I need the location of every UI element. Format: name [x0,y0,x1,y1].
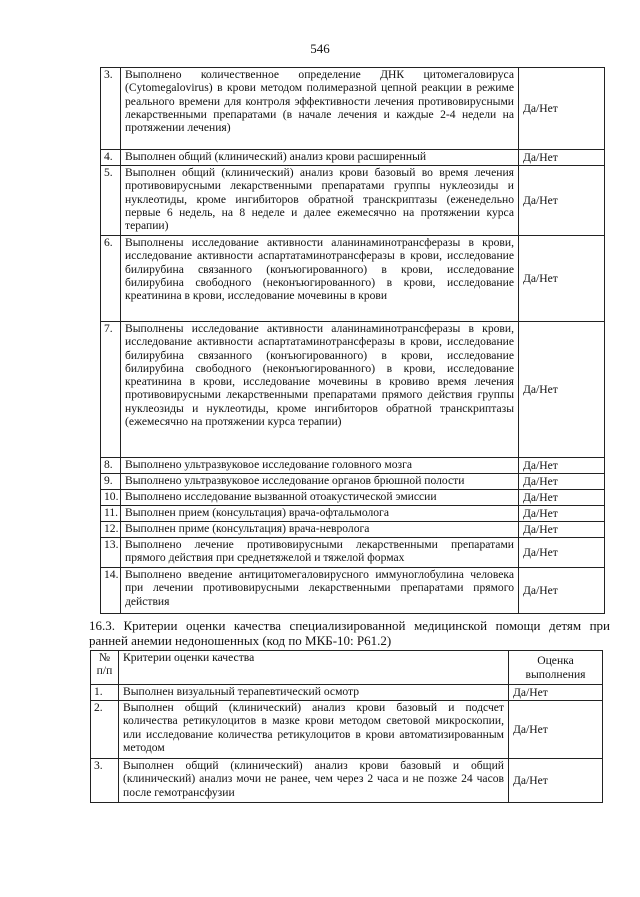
table-row [101,538,605,568]
row-number: 9. [101,474,121,490]
rating-cell: Да/Нет [519,538,605,568]
row-number: 7. [101,322,121,458]
table-header-row [91,651,603,685]
row-number: 11. [101,506,121,522]
criterion-text: Выполнен приме (консультация) врача-невролога [121,522,519,538]
criterion-text: Выполнен прием (консультация) врача-офтальмолога [121,506,519,522]
criteria-table [90,650,603,803]
criterion-text: Выполнено количественное определение ДНК цитомегаловируса (Cytomegalovirus) в крови методом полимеразной цепной реакции в режиме реального времени для контроля эффективности лечения противовирусными лекарственными препаратами (в начале лечения и каждые 2-4 недели на протяжении лечения) [121,68,519,150]
criterion-text: Выполнен общий (клинический) анализ крови базовый и общий (клинический) анализ мочи не ранее, чем через 2 часа и не позже 24 часов после гемотрансфузии [119,759,509,803]
rating-cell: Да/Нет [509,759,603,803]
column-header-rating: Оценка выполнения [509,651,603,685]
row-number: 3. [101,68,121,150]
row-number: 2. [91,701,119,759]
row-number: 1. [91,685,119,701]
table-row [101,150,605,166]
table-row [91,759,603,803]
rating-cell: Да/Нет [519,166,605,236]
criterion-text: Выполнено ультразвуковое исследование органов брюшной полости [121,474,519,490]
table-row [91,701,603,759]
criterion-text: Выполнено лечение противовирусными лекарственными препаратами прямого действия при среднетяжелой и тяжелой формах [121,538,519,568]
rating-cell: Да/Нет [519,474,605,490]
criterion-text: Выполнено ультразвуковое исследование головного мозга [121,458,519,474]
table-row [101,490,605,506]
criterion-text: Выполнено исследование вызванной отоакустической эмиссии [121,490,519,506]
table-row [91,685,603,701]
column-header-criteria: Критерии оценки качества [119,651,509,685]
rating-cell: Да/Нет [519,490,605,506]
row-number: 3. [91,759,119,803]
table-row [101,322,605,458]
row-number: 8. [101,458,121,474]
criterion-text: Выполнено введение антицитомегаловирусного иммуноглобулина человека при лечении противовирусными лекарственными препаратами прямого действия [121,568,519,614]
criterion-text: Выполнены исследование активности аланинаминотрансферазы в крови, исследование активности аспартатаминотрансферазы в крови, исследование билирубина связанного (конъюгированного) в крови, исследование билирубина свободного (неконъюгированного) в крови, исследование креатинина в крови, исследование мочевины в крови [121,236,519,322]
rating-cell: Да/Нет [519,236,605,322]
column-header-number: № п/п [91,651,119,685]
rating-cell: Да/Нет [509,701,603,759]
rating-cell: Да/Нет [519,150,605,166]
row-number: 14. [101,568,121,614]
rating-cell: Да/Нет [519,522,605,538]
row-number: 4. [101,150,121,166]
criterion-text: Выполнены исследование активности аланинаминотрансферазы в крови, исследование активности аспартатаминотрансферазы в крови, исследование билирубина связанного (конъюгированного) в крови, исследование билирубина свободного (неконъюгированного) в крови, исследование креатинина в крови, исследование мочевины в кровиво время лечения противовирусными лекарственными препаратами прямого действия группы нуклеозиды и нуклеотиды, кроме ингибиторов обратной транскриптазы (ежемесячно на протяжении курса терапии) [121,322,519,458]
criteria-table-continued [100,67,605,614]
rating-cell: Да/Нет [519,458,605,474]
criterion-text: Выполнен визуальный терапевтический осмотр [119,685,509,701]
table-row [101,68,605,150]
criterion-text: Выполнен общий (клинический) анализ крови базовый во время лечения противовирусными лекарственными препаратами группы нуклеозиды и нуклеотиды, кроме ингибиторов обратной транскриптазы (еженедельно первые 6 недель, на 8 неделе и далее ежемесячно на протяжении курса терапии) [121,166,519,236]
row-number: 5. [101,166,121,236]
table-row [101,474,605,490]
table-row [101,522,605,538]
row-number: 10. [101,490,121,506]
rating-cell: Да/Нет [519,322,605,458]
page-number: 546 [310,41,330,56]
row-number: 13. [101,538,121,568]
section-heading: 16.3. Критерии оценки качества специализированной медицинской помощи детям при ранней анемии недоношенных (код по МКБ-10: P61.2) [89,618,610,648]
rating-cell: Да/Нет [519,568,605,614]
table-row [101,458,605,474]
table-row [101,568,605,614]
table-row [101,166,605,236]
row-number: 6. [101,236,121,322]
rating-cell: Да/Нет [519,68,605,150]
table-row [101,236,605,322]
row-number: 12. [101,522,121,538]
rating-cell: Да/Нет [509,685,603,701]
rating-cell: Да/Нет [519,506,605,522]
criterion-text: Выполнен общий (клинический) анализ крови расширенный [121,150,519,166]
criterion-text: Выполнен общий (клинический) анализ крови базовый и подсчет количества ретикулоцитов в мазке крови методом световой микроскопии, или исследование количества ретикулоцитов в крови автоматизированным методом [119,701,509,759]
table-row [101,506,605,522]
